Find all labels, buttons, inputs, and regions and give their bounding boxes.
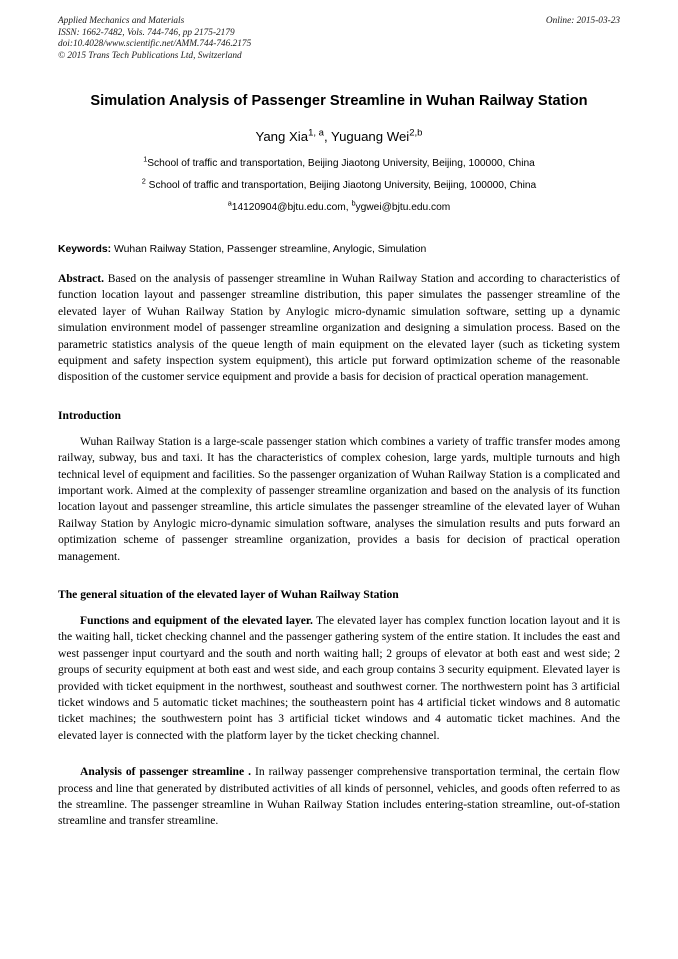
- email-marker-a: a: [227, 198, 232, 208]
- email-separator: ,: [345, 202, 352, 214]
- journal-doi: doi:10.4028/www.scientific.net/AMM.744-746.2175: [58, 39, 252, 50]
- section-heading-general-situation: The general situation of the elevated layer of Wuhan Railway Station: [58, 587, 399, 601]
- email-address-b[interactable]: ygwei@bjtu.edu.com: [355, 202, 451, 214]
- streamline-analysis-lead: Analysis of passenger streamline .: [80, 765, 252, 779]
- abstract-text: Based on the analysis of passenger streamline in Wuhan Railway Station and according to characteristics of function location layout and passenger streamline distribution, this paper simulates the passenger streamline of the elevated layer of Wuhan Railway Station by Anylogic micro-dynamic simulation software, setting up a dynamic simulation environment model of passenger streamline organization and designing a simulation process. Based on the parametric statistics analysis of the queue length of main equipment on the elevated layer (such as ticketing system equipment and safety inspection system equipment), this article put forward optimization scheme of the reasonable disposition of the customer service equipment and provide a basis for decision of practical operation management.: [58, 271, 620, 384]
- functions-equipment-lead: Functions and equipment of the elevated layer.: [80, 613, 313, 627]
- author-affiliation-marker-1: 1, a: [308, 127, 324, 139]
- functions-equipment-paragraph: [58, 613, 620, 744]
- author-list: [58, 128, 620, 145]
- keywords-line: [58, 242, 620, 257]
- keywords-value: Wuhan Railway Station, Passenger streamline, Anylogic, Simulation: [111, 243, 427, 255]
- page-content: [58, 16, 620, 830]
- journal-name: Applied Mechanics and Materials: [58, 16, 185, 26]
- abstract-paragraph: [58, 271, 620, 386]
- email-address-a[interactable]: 14120904@bjtu.edu.com: [231, 202, 346, 214]
- functions-equipment-text: The elevated layer has complex function location layout and it is the waiting hall, ticket checking channel and the passenger gathering system of the entire station. It includes the east and west passenger input courtyard and the south and north waiting hall; 2 groups of elevator at both east and west side; 2 groups of security equipment at both east and west side, and each group contains 3 security equipment. Elevated layer is provided with ticket equipment in the northwest, southeast and southwest corner. The northwestern point has 3 artificial ticket windows and 5 automatic ticket machines; the southeastern point has 4 artificial ticket windows and 8 automatic ticket machines; the southwestern point has 3 artificial ticket windows and 4 automatic ticket machines. And the elevated layer is connected with the platform layer by the ticket checking channel.: [58, 613, 620, 742]
- introduction-paragraph: [58, 434, 620, 565]
- keywords-label: Keywords:: [58, 243, 112, 255]
- page-title: Simulation Analysis of Passenger Streamline in Wuhan Railway Station: [90, 93, 588, 110]
- affiliation-text-1: School of traffic and transportation, Beijing Jiaotong University, Beijing, 100000, China: [147, 158, 535, 170]
- journal-issn: ISSN: 1662-7482, Vols. 744-746, pp 2175-2179: [58, 27, 235, 38]
- affiliation-2: [58, 178, 620, 194]
- affiliation-1: [58, 156, 620, 172]
- journal-header: [58, 16, 620, 62]
- introduction-text: Wuhan Railway Station is a large-scale passenger station which combines a variety of traffic transfer modes among railway, subway, bus and taxi. It has the characteristics of complex cohesion, large yards, multiple turnouts and high technical level of equipment and facilities. So the passenger organization of Wuhan Railway Station is a complicated and important work. Aimed at the complexity of passenger streamline organization and based on the analysis of its function location layout and passenger streamline, this article simulates the passenger streamline of the elevated layer of Wuhan Railway Station by Anylogic micro-dynamic simulation software, analyses the simulation results and puts forward an optimization scheme of passenger streamline organization, provides a basis for decision of practical operation management.: [58, 434, 620, 563]
- author-name-1: Yang Xia: [255, 129, 309, 145]
- affiliation-text-2: School of traffic and transportation, Beijing Jiaotong University, Beijing, 100000, China: [145, 179, 537, 191]
- author-affiliation-marker-2: 2,b: [409, 127, 423, 139]
- affiliation-marker-1: 1: [143, 154, 148, 164]
- section-heading-introduction: Introduction: [58, 408, 121, 422]
- journal-copyright: © 2015 Trans Tech Publications Ltd, Switzerland: [58, 50, 242, 61]
- author-separator: ,: [323, 129, 332, 145]
- author-emails: [58, 200, 620, 216]
- journal-header-left: [58, 16, 458, 62]
- streamline-analysis-paragraph: [58, 764, 620, 830]
- affiliation-marker-2: 2: [141, 176, 146, 186]
- streamline-analysis-text: In railway passenger comprehensive transportation terminal, the certain flow process and line that generated by distributed activities of all kinds of personnel, vehicles, and goods often referred to as the streamline. The passenger streamline in Wuhan Railway Station includes entering-station streamline, out-of-station streamline and transfer streamline.: [58, 765, 620, 828]
- author-name-2: Yuguang Wei: [331, 129, 410, 145]
- email-marker-b: b: [351, 198, 356, 208]
- abstract-label: Abstract.: [58, 271, 105, 285]
- online-date: Online: 2015-03-23: [545, 16, 620, 26]
